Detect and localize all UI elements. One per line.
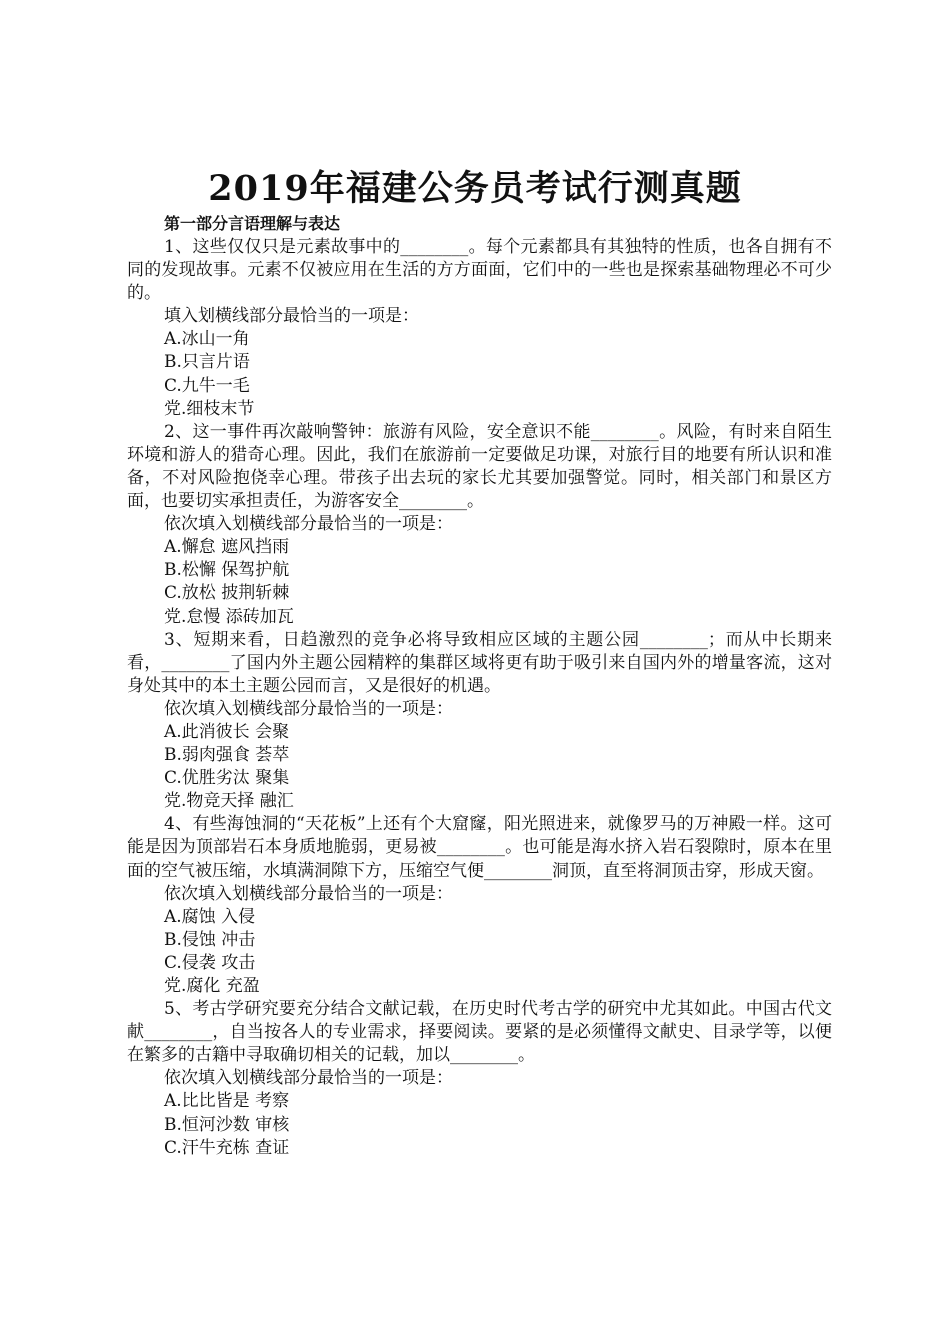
question-stem: 1、这些仅仅只是元素故事中的________。每个元素都具有其独特的性质，也各自拥有不同的发现故事。元素不仅被应用在生活的方方面面，它们中的一些也是探索基础物理必不可少的。 bbox=[127, 237, 832, 304]
document-title: 2019年福建公务员考试行测真题 bbox=[208, 168, 742, 209]
option-c: C.汗牛充栋 查证 bbox=[164, 1137, 290, 1158]
option-c: C.优胜劣汰 聚集 bbox=[164, 768, 290, 789]
option-a: A.此消彼长 会聚 bbox=[164, 721, 290, 742]
option-d: 党.物竞天择 融汇 bbox=[164, 791, 294, 812]
question-1 bbox=[127, 236, 832, 421]
section-heading: 第一部分言语理解与表达 bbox=[164, 214, 341, 233]
question-4 bbox=[127, 813, 832, 998]
question-prompt: 依次填入划横线部分最恰当的一项是： bbox=[164, 883, 453, 904]
question-prompt: 依次填入划横线部分最恰当的一项是： bbox=[164, 698, 453, 719]
option-a: A.腐蚀 入侵 bbox=[164, 906, 256, 927]
question-prompt: 依次填入划横线部分最恰当的一项是： bbox=[164, 1068, 453, 1089]
question-list bbox=[127, 236, 832, 1160]
option-a: A.懈怠 遮风挡雨 bbox=[164, 537, 290, 558]
question-3 bbox=[127, 629, 832, 814]
option-b: B.松懈 保驾护航 bbox=[164, 560, 290, 581]
option-b: B.侵蚀 冲击 bbox=[164, 929, 256, 950]
option-d: 党.腐化 充盈 bbox=[164, 976, 260, 996]
option-a: A.比比皆是 考察 bbox=[164, 1091, 290, 1112]
question-2 bbox=[127, 421, 832, 629]
option-c: C.放松 披荆斩棘 bbox=[164, 583, 290, 604]
question-stem: 2、这一事件再次敲响警钟：旅游有风险，安全意识不能________。风险，有时来自陌生环境和游人的猎奇心理。因此，我们在旅游前一定要做足功课，对旅行目的地要有所认识和准备，不对风险抱侥幸心理。带孩子出去玩的家长尤其要加强警觉。同时，相关部门和景区方面，也要切实承担责任，为游客安全________。 bbox=[127, 421, 832, 512]
question-5 bbox=[127, 998, 832, 1160]
question-stem: 5、考古学研究要充分结合文献记载，在历史时代考古学的研究中尤其如此。中国古代文献________，自当按各人的专业需求，择要阅读。要紧的是必须懂得文献史、目录学等，以便在繁多的古籍中寻取确切相关的记载，加以________。 bbox=[127, 999, 832, 1066]
option-b: B.恒河沙数 审核 bbox=[164, 1114, 290, 1135]
option-c: C.侵袭 攻击 bbox=[164, 952, 256, 973]
option-b: B.只言片语 bbox=[164, 352, 250, 373]
question-prompt: 依次填入划横线部分最恰当的一项是： bbox=[164, 514, 453, 535]
option-a: A.冰山一角 bbox=[164, 329, 250, 350]
option-d: 党.细枝末节 bbox=[164, 398, 255, 419]
option-b: B.弱肉强食 荟萃 bbox=[164, 745, 290, 766]
question-stem: 4、有些海蚀洞的“天花板”上还有个大窟窿，阳光照进来，就像罗马的万神殿一样。这可能是因为顶部岩石本身质地脆弱，更易被________。也可能是海水挤入岩石裂隙时，原本在里面的空气被压缩，水填满洞隙下方，压缩空气便________洞顶，直至将洞顶击穿，形成天窗。 bbox=[127, 814, 832, 881]
question-prompt: 填入划横线部分最恰当的一项是： bbox=[164, 306, 419, 327]
option-c: C.九牛一毛 bbox=[164, 375, 250, 396]
question-stem: 3、短期来看，日趋激烈的竞争必将导致相应区域的主题公园________；而从中长期来看，________了国内外主题公园精粹的集群区域将更有助于吸引来自国内外的增量客流，这对身处其中的本土主题公园而言，又是很好的机遇。 bbox=[127, 629, 832, 696]
option-d: 党.怠慢 添砖加瓦 bbox=[164, 606, 294, 627]
